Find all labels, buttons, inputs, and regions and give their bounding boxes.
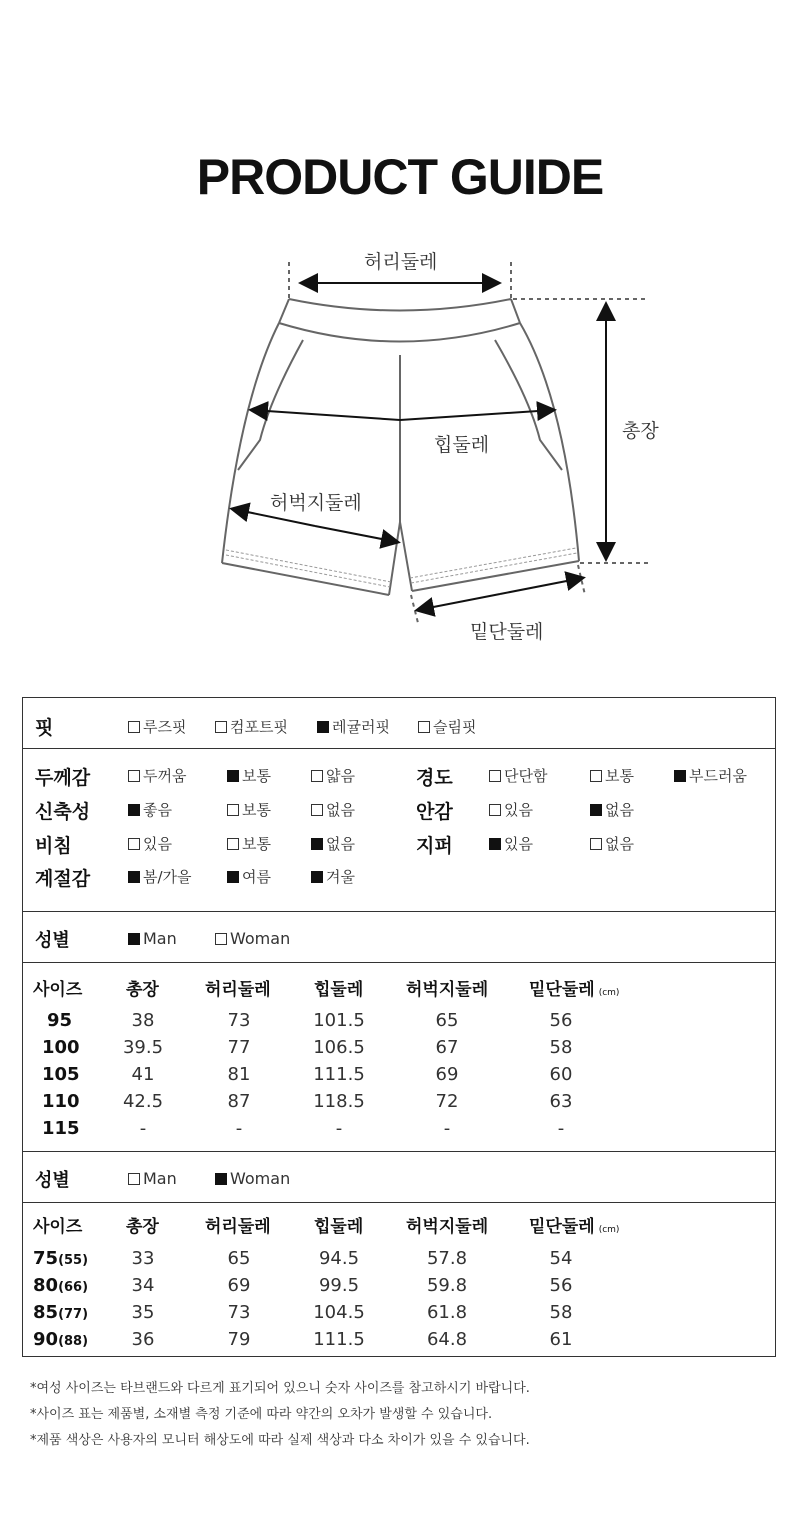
- attr-option: 부드러움: [674, 765, 747, 786]
- checkbox-icon: [489, 804, 501, 816]
- checkbox-checked-icon: [227, 770, 239, 782]
- shorts-diagram: [0, 230, 800, 650]
- page-title: PRODUCT GUIDE: [196, 149, 604, 205]
- length-label: 총장: [622, 420, 659, 442]
- cell-value: 56: [549, 1010, 573, 1031]
- cell-value: 58: [549, 1037, 573, 1058]
- checkbox-icon: [128, 1173, 140, 1185]
- col-header: 총장: [126, 1217, 159, 1237]
- checkbox-checked-icon: [227, 871, 239, 883]
- table-row: [23, 1064, 775, 1088]
- table-row: [23, 1037, 775, 1061]
- attr-option: 있음: [128, 833, 172, 854]
- gender-label: 성별: [35, 1170, 70, 1191]
- waist-label: 허리둘레: [364, 251, 438, 273]
- checkbox-icon: [590, 770, 602, 782]
- size-value: 95: [47, 1010, 73, 1031]
- size-value: 100: [42, 1037, 80, 1058]
- col-header: 힙둘레: [314, 980, 364, 1000]
- attr-option: 보통: [227, 799, 271, 820]
- cell-value: 35: [131, 1302, 155, 1323]
- checkbox-checked-icon: [215, 1173, 227, 1185]
- cell-value: 72: [435, 1091, 459, 1112]
- table-row: [23, 1329, 775, 1353]
- checkbox-icon: [128, 721, 140, 733]
- checkbox-icon: [311, 804, 323, 816]
- checkbox-checked-icon: [311, 838, 323, 850]
- cell-value: 106.5: [313, 1037, 365, 1058]
- cell-value: -: [335, 1118, 343, 1139]
- col-header: 사이즈: [33, 980, 83, 1000]
- attr-option: 없음: [311, 833, 355, 854]
- size-value: 75(55): [33, 1248, 89, 1269]
- attr-option: 겨울: [311, 866, 355, 887]
- attr-option: 있음: [489, 799, 533, 820]
- cell-value: 101.5: [313, 1010, 365, 1031]
- checkbox-checked-icon: [590, 804, 602, 816]
- cell-value: 67: [435, 1037, 459, 1058]
- col-header: 사이즈: [33, 1217, 83, 1237]
- cell-value: 63: [549, 1091, 573, 1112]
- checkbox-checked-icon: [128, 804, 140, 816]
- cell-value: 59.8: [426, 1275, 468, 1296]
- cell-value: 111.5: [313, 1329, 365, 1350]
- cell-value: 69: [435, 1064, 459, 1085]
- size-value: 110: [42, 1091, 80, 1112]
- attr-label: 지퍼: [416, 835, 453, 857]
- thigh-label: 허벅지둘레: [270, 492, 362, 514]
- cell-value: -: [139, 1118, 147, 1139]
- size-guide-table: [22, 697, 776, 1357]
- gender-option-man: Man: [128, 929, 177, 948]
- attr-option: 없음: [311, 799, 355, 820]
- size-value: 105: [42, 1064, 80, 1085]
- cell-value: 118.5: [313, 1091, 365, 1112]
- col-header: 총장: [126, 980, 159, 1000]
- cell-value: 99.5: [318, 1275, 360, 1296]
- cell-value: 38: [131, 1010, 155, 1031]
- cell-value: 41: [131, 1064, 155, 1085]
- attr-option: 단단함: [489, 765, 547, 786]
- cell-value: 64.8: [426, 1329, 468, 1350]
- checkbox-icon: [590, 838, 602, 850]
- checkbox-icon: [227, 804, 239, 816]
- col-header: 허벅지둘레: [406, 980, 489, 1000]
- cell-value: 111.5: [313, 1064, 365, 1085]
- fit-option-slim: 슬림핏: [418, 716, 476, 737]
- checkbox-icon: [128, 838, 140, 850]
- cell-value: 58: [549, 1302, 573, 1323]
- cell-value: 33: [131, 1248, 155, 1269]
- cell-value: 56: [549, 1275, 573, 1296]
- col-header: 밑단둘레 (cm): [529, 980, 620, 1000]
- attr-option: 보통: [227, 765, 271, 786]
- checkbox-icon: [418, 721, 430, 733]
- gender-option-woman: Woman: [215, 929, 290, 948]
- cell-value: 36: [131, 1329, 155, 1350]
- cell-value: 42.5: [122, 1091, 164, 1112]
- checkbox-icon: [311, 770, 323, 782]
- cell-value: 65: [435, 1010, 459, 1031]
- table-row: [23, 1118, 775, 1142]
- cell-value: 104.5: [313, 1302, 365, 1323]
- note: *사이즈 표는 제품별, 소재별 측정 기준에 따라 약간의 오차가 발생할 수 있습니다.: [30, 1407, 493, 1422]
- note: *여성 사이즈는 타브랜드와 다르게 표기되어 있으니 숫자 사이즈를 참고하시기 바랍니다.: [30, 1381, 530, 1396]
- gender-label: 성별: [35, 930, 70, 951]
- attr-option: 없음: [590, 833, 634, 854]
- fit-option-comfort: 컴포트핏: [215, 716, 288, 737]
- checkbox-icon: [489, 770, 501, 782]
- gender-option-woman: Woman: [215, 1169, 290, 1188]
- attr-label: 신축성: [35, 801, 91, 823]
- hem-label: 밑단둘레: [470, 621, 544, 643]
- cell-value: 39.5: [122, 1037, 164, 1058]
- cell-value: 77: [227, 1037, 251, 1058]
- shorts-illustration: [0, 230, 800, 650]
- cell-value: 87: [227, 1091, 251, 1112]
- attr-label: 비침: [35, 835, 72, 857]
- checkbox-checked-icon: [128, 933, 140, 945]
- attr-option: 여름: [227, 866, 271, 887]
- cell-value: 34: [131, 1275, 155, 1296]
- cell-value: 61.8: [426, 1302, 468, 1323]
- cell-value: 54: [549, 1248, 573, 1269]
- attr-label: 두께감: [35, 767, 91, 789]
- checkbox-icon: [215, 721, 227, 733]
- attr-option: 보통: [590, 765, 634, 786]
- checkbox-icon: [227, 838, 239, 850]
- attr-option: 봄/가을: [128, 866, 192, 887]
- fit-option-loose: 루즈핏: [128, 716, 186, 737]
- checkbox-icon: [128, 770, 140, 782]
- cell-value: -: [557, 1118, 565, 1139]
- col-header: 허리둘레: [205, 1217, 271, 1237]
- attr-option: 두꺼움: [128, 765, 186, 786]
- unit-label: (cm): [598, 988, 620, 998]
- table-row: [23, 1302, 775, 1326]
- table-row: [23, 1275, 775, 1299]
- table-row: [23, 1248, 775, 1272]
- checkbox-checked-icon: [674, 770, 686, 782]
- cell-value: -: [235, 1118, 243, 1139]
- cell-value: 79: [227, 1329, 251, 1350]
- cell-value: 94.5: [318, 1248, 360, 1269]
- attr-option: 보통: [227, 833, 271, 854]
- cell-value: 69: [227, 1275, 251, 1296]
- attr-label: 계절감: [35, 868, 91, 890]
- attr-option: 없음: [590, 799, 634, 820]
- note: *제품 색상은 사용자의 모니터 해상도에 따라 실제 색상과 다소 차이가 있을 수 있습니다.: [30, 1433, 530, 1448]
- checkbox-checked-icon: [317, 721, 329, 733]
- table-row: [23, 1010, 775, 1034]
- attr-option: 있음: [489, 833, 533, 854]
- checkbox-checked-icon: [128, 871, 140, 883]
- fit-label: 핏: [35, 717, 54, 739]
- size-value: 85(77): [33, 1302, 89, 1323]
- size-value: 115: [42, 1118, 80, 1139]
- hip-label: 힙둘레: [434, 434, 490, 456]
- cell-value: 73: [227, 1302, 251, 1323]
- col-header: 힙둘레: [314, 1217, 364, 1237]
- cell-value: 81: [227, 1064, 251, 1085]
- fit-option-regular: 레귤러핏: [317, 716, 390, 737]
- cell-value: 57.8: [426, 1248, 468, 1269]
- checkbox-checked-icon: [311, 871, 323, 883]
- attr-label: 안감: [416, 801, 453, 823]
- cell-value: 61: [549, 1329, 573, 1350]
- size-value: 90(88): [33, 1329, 89, 1350]
- col-header: 허리둘레: [205, 980, 271, 1000]
- attr-label: 경도: [416, 767, 453, 789]
- col-header: 밑단둘레 (cm): [529, 1217, 620, 1237]
- gender-option-man: Man: [128, 1169, 177, 1188]
- table-row: [23, 1091, 775, 1115]
- attr-option: 얇음: [311, 765, 355, 786]
- col-header: 허벅지둘레: [406, 1217, 489, 1237]
- size-value: 80(66): [33, 1275, 89, 1296]
- cell-value: 65: [227, 1248, 251, 1269]
- unit-label: (cm): [598, 1225, 620, 1235]
- cell-value: -: [443, 1118, 451, 1139]
- cell-value: 73: [227, 1010, 251, 1031]
- checkbox-icon: [215, 933, 227, 945]
- attr-option: 좋음: [128, 799, 172, 820]
- cell-value: 60: [549, 1064, 573, 1085]
- checkbox-checked-icon: [489, 838, 501, 850]
